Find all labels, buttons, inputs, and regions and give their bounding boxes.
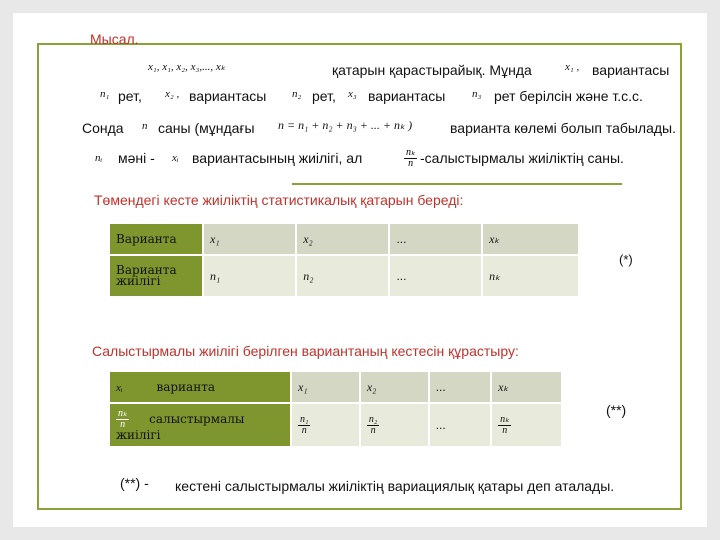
x3-symbol: x₃ xyxy=(348,88,357,100)
relative-frequency-table xyxy=(108,370,563,448)
slide-title: Мысал. xyxy=(90,31,139,47)
table-cell: nₖ xyxy=(482,255,579,297)
table-cell: x₁ xyxy=(203,223,296,255)
frac-numerator: nₖ xyxy=(406,147,416,158)
n1-symbol: n₁ xyxy=(100,88,110,100)
frequency-table xyxy=(108,222,580,298)
table-cell xyxy=(109,371,291,403)
line1-text: қатарын қарастырайық. Мұнда xyxy=(332,62,532,78)
table-cell: ... xyxy=(429,371,491,403)
table-cell: n₁ xyxy=(203,255,296,297)
line3-text: саны (мұндағы xyxy=(158,120,255,136)
heading-table2: Салыстырмалы жиілігі берілген вариантаның кестесін құрастыру: xyxy=(92,343,519,359)
table-cell xyxy=(109,403,291,447)
line2-rest: рет берілсін және т.с.с. xyxy=(494,88,643,104)
line4-rest: -салыстырмалы жиіліктің саны. xyxy=(420,150,624,166)
frac-denominator: n xyxy=(120,419,126,430)
line2-ret: рет, xyxy=(118,88,142,104)
table-cell: Варианта xyxy=(109,223,203,255)
footer-text: кестені салыстырмалы жиіліктің вариациялық қатары деп аталады. xyxy=(175,478,615,494)
frac-numerator: n₁ xyxy=(300,413,309,425)
line3-sonda: Сонда xyxy=(82,120,124,136)
ni-symbol: nᵢ xyxy=(95,152,103,164)
relative-frequency-fraction xyxy=(404,148,417,171)
table-cell: x₁ xyxy=(291,371,360,403)
n-symbol: n xyxy=(142,120,148,132)
line4-mani: мәні - xyxy=(118,150,155,166)
table-cell: n₂ xyxy=(296,255,389,297)
line2-var2: вариантасы xyxy=(368,88,446,104)
frac-numerator: n₂ xyxy=(368,413,378,425)
frac-denominator: n xyxy=(408,158,414,169)
series-formula: x₁, x₁, x₂, x₃,..., xₖ xyxy=(148,61,226,73)
table-row xyxy=(109,223,579,255)
table-cell xyxy=(360,403,429,447)
table-cell: Варианта жиілігі xyxy=(109,255,203,297)
xi-symbol: xᵢ xyxy=(172,152,179,164)
frac-denominator: n xyxy=(370,424,376,436)
divider-line xyxy=(292,183,622,185)
table-cell: ... xyxy=(389,223,482,255)
footer-tag: (**) - xyxy=(120,475,149,491)
table-cell xyxy=(491,403,562,447)
n2-symbol: n₂ xyxy=(292,88,302,100)
line3-rest: варианта көлемі болып табылады. xyxy=(450,120,677,136)
table-cell: xₖ xyxy=(491,371,562,403)
xi-label: xᵢ xyxy=(116,382,123,394)
frac-numerator: nₖ xyxy=(500,413,510,425)
table2-tag: (**) xyxy=(606,402,627,418)
x2-symbol: x₂ , xyxy=(165,88,180,100)
table-cell: ... xyxy=(429,403,491,447)
table-cell: xₖ xyxy=(482,223,579,255)
table-row xyxy=(109,403,562,447)
line4-text: вариантасының жиілігі, ал xyxy=(192,150,363,166)
variant-label: варианта xyxy=(156,380,215,394)
heading-table1: Төмендегі кесте жиіліктің статистикалық қатарын береді: xyxy=(94,192,464,208)
table1-tag: (*) xyxy=(619,252,633,267)
n3-symbol: n₃ xyxy=(472,88,482,100)
line1-var: x₁ , xyxy=(565,61,580,73)
table-cell: x₂ xyxy=(296,223,389,255)
sum-formula: n = n₁ + n₂ + n₃ + ... + nₖ ) xyxy=(278,118,413,132)
table-cell: ... xyxy=(389,255,482,297)
table-row xyxy=(109,371,562,403)
line1-text2: вариантасы xyxy=(592,62,670,78)
frac-denominator: n xyxy=(301,424,307,436)
line2-var: вариантасы xyxy=(189,88,267,104)
frac-denominator: n xyxy=(502,424,508,436)
table-cell: x₂ xyxy=(360,371,429,403)
table-cell xyxy=(291,403,360,447)
line2-ret2: рет, xyxy=(312,88,336,104)
relative-frequency-label: салыстырмалы жиілігі xyxy=(116,412,245,442)
frac-numerator: nₖ xyxy=(118,408,128,419)
table-row xyxy=(109,255,579,297)
